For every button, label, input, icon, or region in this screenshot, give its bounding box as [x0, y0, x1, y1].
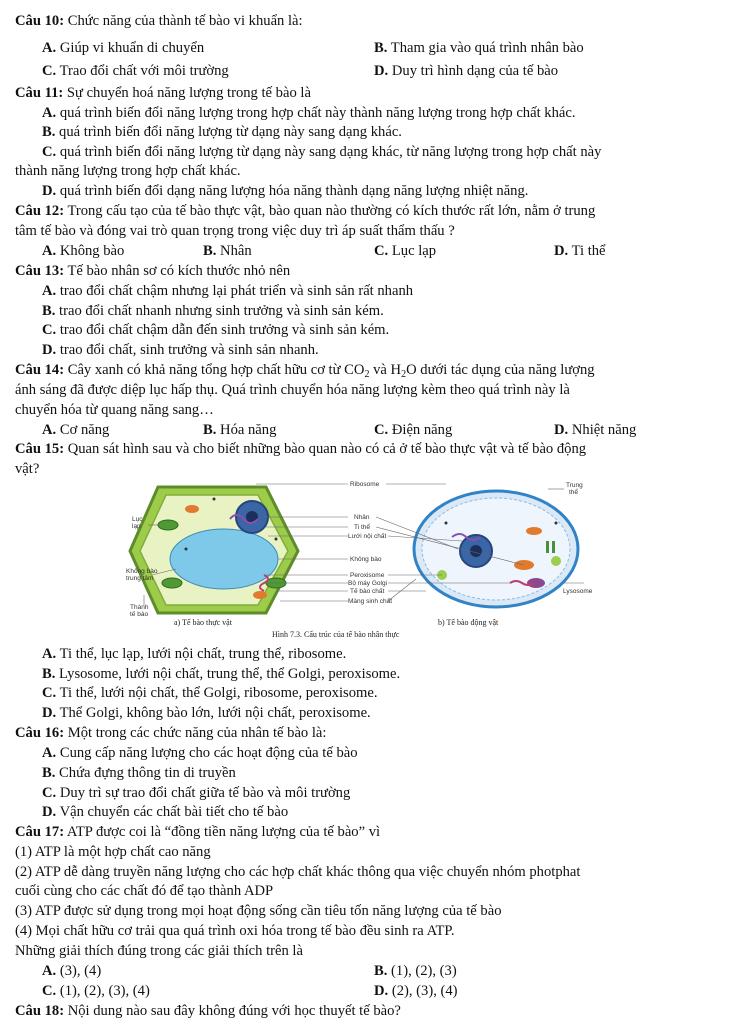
- question-15-cont: vật?: [15, 461, 40, 477]
- q17-statement-2-cont: cuối cùng cho các chất đó để tạo thành ADP: [15, 883, 274, 899]
- label-mang-sinh-chat: Màng sinh chất: [348, 598, 393, 605]
- question-14-cont-1: ánh sáng đã được diệp lục hấp thụ. Quá trình chuyển hóa năng lượng kèm theo quá trình này là: [15, 382, 570, 398]
- q10-option-b: B. Tham gia vào quá trình nhân bào: [374, 40, 584, 56]
- label-trung-the-2: thể: [569, 489, 579, 496]
- q11-option-a: A. quá trình biến đổi năng lượng trong hợp chất này thành năng lượng trong hợp chất khác.: [42, 105, 576, 121]
- label-lysosome: Lysosome: [563, 588, 593, 595]
- q15-option-d: D. Thể Golgi, không bào lớn, lưới nội chất, peroxisome.: [42, 705, 371, 721]
- label-thanh-te-bao-2: tế bào: [130, 611, 149, 618]
- q10-option-c: C. Trao đổi chất với môi trường: [42, 63, 229, 79]
- q14-option-d: D. Nhiệt năng: [554, 422, 637, 438]
- label-luc-lap-1: Lục: [132, 516, 143, 523]
- q10-option-a: A. Giúp vi khuẩn di chuyển: [42, 40, 205, 56]
- question-15: Câu 15: Quan sát hình sau và cho biết những bào quan nào có cả ở tế bào thực vật và tế bào động: [15, 441, 587, 457]
- figure-caption: Hình 7.3. Cấu trúc của tế bào nhân thực: [272, 630, 400, 639]
- q16-option-d: D. Vận chuyển các chất bài tiết cho tế bào: [42, 804, 289, 820]
- q13-option-b: B. trao đổi chất nhanh nhưng sinh trưởng và sinh sản kém.: [42, 303, 384, 319]
- q16-option-a: A. Cung cấp năng lượng cho các hoạt động của tế bào: [42, 745, 358, 761]
- label-ti-the: Ti thể: [354, 524, 371, 531]
- q11-option-d: D. quá trình biến đổi dạng năng lượng hóa năng thành dạng năng lượng nhiệt năng.: [42, 183, 529, 199]
- q15-option-a: A. Ti thể, lục lạp, lưới nội chất, trung thể, ribosome.: [42, 646, 347, 662]
- question-16: Câu 16: Một trong các chức năng của nhân tế bào là:: [15, 725, 327, 741]
- cell-structure-figure: [126, 479, 596, 639]
- q17-ask: Những giải thích đúng trong các giải thích trên là: [15, 943, 303, 959]
- question-18: Câu 18: Nội dung nào sau đây không đúng với học thuyết tế bào?: [15, 1003, 401, 1019]
- label-khong-bao: Không bào: [350, 556, 382, 563]
- q15-option-c: C. Ti thể, lưới nội chất, thể Golgi, ribosome, peroxisome.: [42, 685, 378, 701]
- subcaption-plant-cell: a) Tế bào thực vật: [174, 618, 232, 627]
- q17-option-c: C. (1), (2), (3), (4): [42, 983, 150, 999]
- q14-option-c: C. Điện năng: [374, 422, 453, 438]
- question-10: [15, 12, 303, 30]
- question-text: Chức năng của thành tế bào vi khuẩn là:: [67, 13, 303, 29]
- question-number: Câu 10:: [15, 13, 65, 29]
- question-14: Câu 14: Cây xanh có khả năng tổng hợp chất hữu cơ từ $CO_2$ và $H_2O$ dưới tác dụng của năng lượng: [15, 362, 595, 380]
- q10-option-d: D. Duy trì hình dạng của tế bào: [374, 63, 559, 79]
- plant-cell-illustration: [130, 487, 298, 613]
- question-11: Câu 11: Sự chuyển hoá năng lượng trong tế bào là: [15, 85, 311, 101]
- question-17: Câu 17: ATP được coi là “đồng tiền năng lượng của tế bào” vì: [15, 824, 381, 840]
- q12-option-c: C. Lục lạp: [374, 243, 437, 259]
- q12-option-b: B. Nhân: [203, 243, 252, 259]
- label-trung-the-1: Trung: [566, 482, 583, 489]
- subcaption-animal-cell: b) Tế bào động vật: [438, 618, 499, 627]
- q12-option-a: A. Không bào: [42, 243, 125, 259]
- label-golgi: Bộ máy Golgi: [348, 580, 388, 587]
- animal-cell-illustration: [414, 491, 578, 607]
- q17-option-d: D. (2), (3), (4): [374, 983, 458, 999]
- q11-option-c-cont: thành năng lượng trong hợp chất khác.: [15, 163, 241, 179]
- question-13: Câu 13: Tế bào nhân sơ có kích thước nhỏ nên: [15, 263, 291, 279]
- q17-option-a: A. (3), (4): [42, 963, 102, 979]
- label-luoi-noi-chat: Lưới nội chất: [348, 533, 387, 540]
- q17-statement-2: (2) ATP dễ dàng truyền năng lượng cho các hợp chất khác thông qua việc chuyển nhóm photphat: [15, 864, 581, 880]
- q16-option-c: C. Duy trì sự trao đổi chất giữa tế bào và môi trường: [42, 785, 351, 801]
- q17-statement-1: (1) ATP là một hợp chất cao năng: [15, 844, 211, 860]
- q13-option-a: A. trao đổi chất chậm nhưng lại phát triển và sinh sản rất nhanh: [42, 283, 414, 299]
- label-thanh-te-bao-1: Thành: [130, 604, 149, 611]
- q14-option-b: B. Hóa năng: [203, 422, 277, 438]
- question-12: Câu 12: Trong cấu tạo của tế bào thực vật, bào quan nào thường có kích thước rất lớn, nằm ở trung: [15, 203, 596, 219]
- q11-option-b: B. quá trình biến đổi năng lượng từ dạng này sang dạng khác.: [42, 124, 402, 140]
- q13-option-d: D. trao đổi chất, sinh trưởng và sinh sản nhanh.: [42, 342, 319, 358]
- question-12-cont: tâm tế bào và đóng vai trò quan trọng trong việc duy trì áp suất thẩm thấu ?: [15, 223, 455, 239]
- q17-option-b: B. (1), (2), (3): [374, 963, 457, 979]
- label-nhan: Nhân: [354, 514, 370, 521]
- q15-option-b: B. Lysosome, lưới nội chất, trung thể, thể Golgi, peroxisome.: [42, 666, 401, 682]
- q17-statement-3: (3) ATP được sử dụng trong mọi hoạt động sống cần tiêu tốn năng lượng của tế bào: [15, 903, 502, 919]
- q14-option-a: A. Cơ năng: [42, 422, 110, 438]
- label-ribosome: Ribosome: [350, 481, 380, 488]
- q16-option-b: B. Chứa đựng thông tin di truyền: [42, 765, 236, 781]
- question-14-cont-2: chuyển hóa từ quang năng sang…: [15, 402, 214, 418]
- label-luc-lap-2: lạp: [132, 523, 141, 530]
- label-khong-bao-trung-tam-2: trung tâm: [126, 575, 154, 582]
- q13-option-c: C. trao đổi chất chậm dẫn đến sinh trưởng và sinh sản kém.: [42, 322, 390, 338]
- q11-option-c: C. quá trình biến đổi năng lượng từ dạng này sang dạng khác, từ năng lượng trong hợp chất này: [42, 144, 602, 160]
- label-peroxisome: Peroxisome: [350, 572, 385, 579]
- q17-statement-4: (4) Mọi chất hữu cơ trải qua quá trình oxi hóa trong tế bào đều sinh ra ATP.: [15, 923, 455, 939]
- label-te-bao-chat: Tế bào chất: [350, 588, 385, 595]
- label-khong-bao-trung-tam-1: Không bào: [126, 568, 158, 575]
- q12-option-d: D. Ti thể: [554, 243, 606, 259]
